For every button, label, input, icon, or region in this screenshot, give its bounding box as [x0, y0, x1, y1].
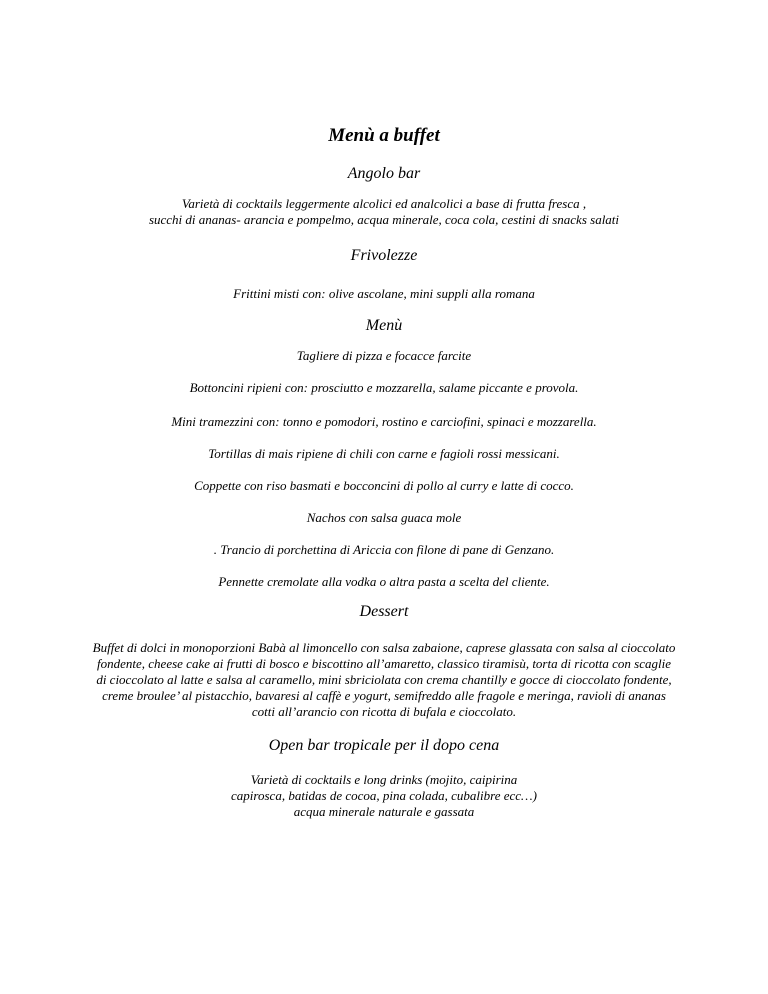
- section-heading-dessert: Dessert: [359, 603, 409, 620]
- dessert-line: fondente, cheese cake ai frutti di bosco e biscottino all’amaretto, classico tiramisù, torta di ricotta con scaglie: [97, 656, 671, 671]
- menu-item: Tagliere di pizza e focacce farcite: [296, 348, 472, 363]
- menu-item: Nachos con salsa guaca mole: [306, 510, 462, 525]
- bar-description: [20, 196, 748, 228]
- menu-item: Pennette cremolate alla vodka o altra pasta a scelta del cliente.: [218, 574, 550, 589]
- dessert-description: [20, 640, 748, 720]
- section-heading-menu: Menù: [365, 317, 403, 334]
- dessert-line: Buffet di dolci in monoporzioni Babà al limoncello con salsa zabaione, caprese glassata con salsa al cioccolato: [92, 640, 676, 655]
- openbar-line: capirosca, batidas de cocoa, pina colada, cubalibre ecc…): [231, 788, 537, 803]
- section-heading-openbar: Open bar tropicale per il dopo cena: [268, 737, 500, 754]
- menu-item: Coppette con riso basmati e bocconcini di pollo al curry e latte di cocco.: [194, 478, 574, 493]
- bar-line: Varietà di cocktails leggermente alcolici ed analcolici a base di frutta fresca ,: [181, 196, 587, 211]
- frivolezze-line: Frittini misti con: olive ascolane, mini suppli alla romana: [233, 286, 535, 301]
- menu-item: Tortillas di mais ripiene di chili con carne e fagioli rossi messicani.: [208, 446, 560, 461]
- bar-line: succhi di ananas- arancia e pompelmo, acqua minerale, coca cola, cestini di snacks salati: [148, 212, 620, 227]
- dessert-line: cotti all’arancio con ricotta di bufala e cioccolato.: [251, 704, 517, 719]
- openbar-line: acqua minerale naturale e gassata: [293, 804, 475, 819]
- openbar-description: [20, 772, 748, 820]
- section-heading-bar: Angolo bar: [347, 165, 421, 182]
- menu-item: Bottoncini ripieni con: prosciutto e mozzarella, salame piccante e provola.: [189, 380, 579, 395]
- openbar-line: Varietà di cocktails e long drinks (mojito, caipirina: [250, 772, 518, 787]
- dessert-line: di cioccolato al latte e salsa al caramello, mini sbriciolata con crema chantilly e gocce di cioccolato fondente,: [96, 672, 672, 687]
- dessert-line: creme broulee’ al pistacchio, bavaresi al caffè e yogurt, semifreddo alle fragole e meringa, ravioli di ananas: [102, 688, 666, 703]
- section-heading-frivolezze: Frivolezze: [350, 247, 418, 264]
- page-title: Menù a buffet: [328, 125, 440, 146]
- menu-item: Mini tramezzini con: tonno e pomodori, rostino e carciofini, spinaci e mozzarella.: [171, 414, 597, 429]
- menu-item: . Trancio di porchettina di Ariccia con filone di pane di Genzano.: [213, 542, 555, 557]
